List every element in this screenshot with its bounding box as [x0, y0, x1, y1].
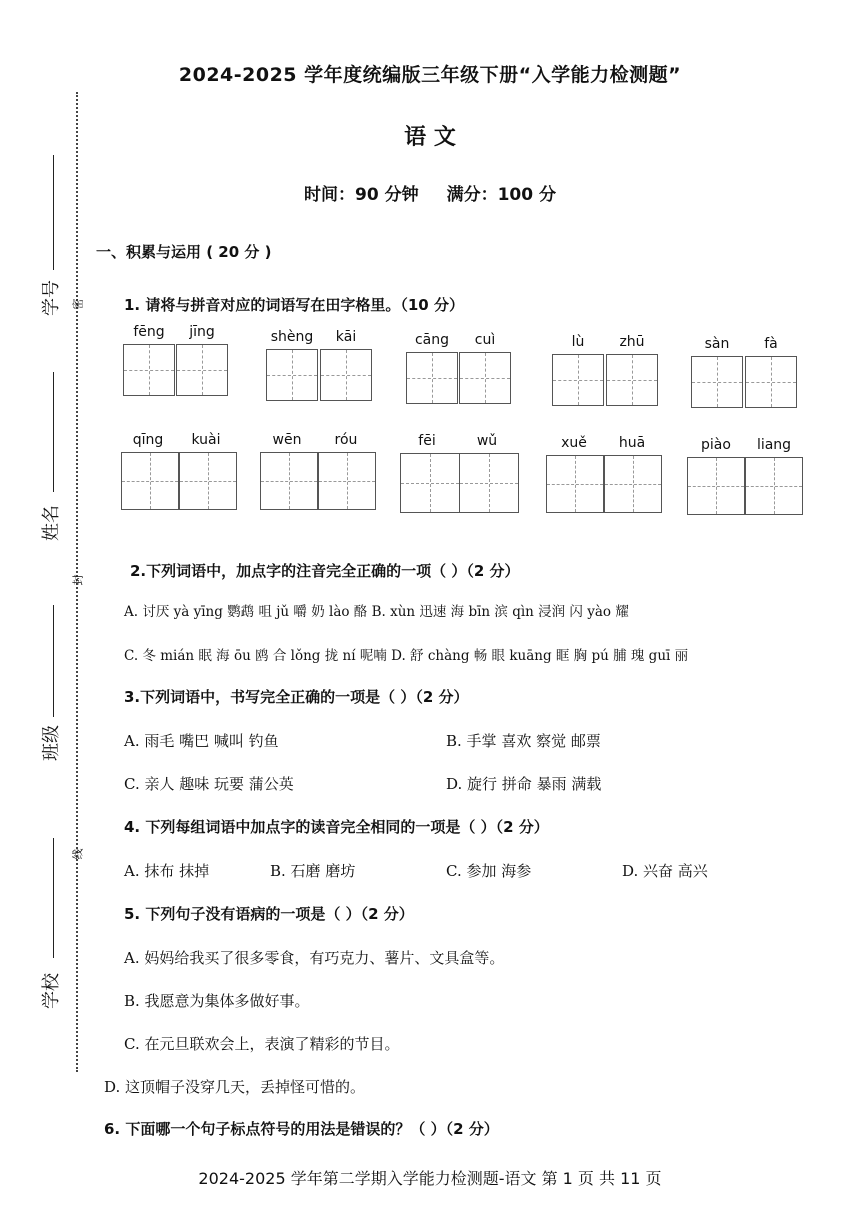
writing-cell[interactable]	[552, 354, 604, 406]
class-label: 班级	[41, 725, 62, 761]
seal-mark-xian: 线	[71, 848, 85, 860]
pinyin-label: jīng	[189, 324, 215, 340]
q4-prompt: 4. 下列每组词语中加点字的读音完全相同的一项是（ ）（2 分）	[124, 818, 549, 836]
pinyin-label: fēng	[133, 324, 165, 340]
writing-cell[interactable]	[691, 356, 743, 408]
writing-cell[interactable]	[745, 356, 797, 408]
subject-title: 语 文	[404, 125, 456, 150]
exam-title: 2024-2025 学年度统编版三年级下册“入学能力检测题”	[178, 64, 682, 86]
q2-options-ab: A. 讨厌 yà yīng 鹦鹉 咀 jǔ 嚼 奶 lào 酪 B. xùn 迅速 海 bīn 滨 qìn 浸润 闪 yào 耀	[124, 604, 629, 620]
q4-option-c: C. 参加 海参	[446, 862, 532, 880]
q3-option-b: B. 手掌 喜欢 察觉 邮票	[446, 732, 601, 750]
class-line	[53, 605, 54, 717]
pinyin-label: shèng	[270, 329, 314, 345]
school-label: 学校	[41, 973, 62, 1009]
pinyin-label: piào	[701, 437, 731, 453]
writing-cell[interactable]	[266, 349, 318, 401]
student-id-line	[53, 155, 54, 270]
q5-prompt: 5. 下列句子没有语病的一项是（ ）（2 分）	[124, 905, 414, 923]
pinyin-label: xuě	[561, 435, 587, 451]
writing-cell[interactable]	[260, 452, 318, 510]
pinyin-label: kuài	[191, 432, 221, 448]
pinyin-label: kāi	[335, 329, 357, 345]
pinyin-label: lù	[571, 334, 585, 350]
writing-cell[interactable]	[546, 455, 604, 513]
pinyin-label: cāng	[414, 332, 450, 348]
writing-cell[interactable]	[745, 457, 803, 515]
section-heading: 一、积累与运用 ( 20 分 )	[96, 243, 272, 261]
q5-option-d: D. 这顶帽子没穿几天，丢掉怪可惜的。	[104, 1078, 366, 1096]
name-line	[53, 372, 54, 492]
writing-cell[interactable]	[400, 453, 460, 513]
score-info: 满分：100 分	[446, 185, 556, 205]
pinyin-label: róu	[334, 432, 358, 448]
q6-prompt: 6. 下面哪一个句子标点符号的用法是错误的？（ ）（2 分）	[104, 1120, 499, 1138]
q3-prompt: 3.下列词语中，书写完全正确的一项是（ ）（2 分）	[124, 688, 469, 706]
time-info: 时间：90 分钟	[304, 185, 419, 205]
writing-cell[interactable]	[318, 452, 376, 510]
seal-mark-feng: 封	[71, 574, 85, 586]
school-line	[53, 838, 54, 958]
pinyin-label: wēn	[272, 432, 302, 448]
writing-cell[interactable]	[176, 344, 228, 396]
q4-option-b: B. 石磨 磨坊	[270, 862, 356, 880]
pinyin-label: sàn	[704, 336, 730, 352]
exam-meta	[0, 180, 860, 205]
writing-cell[interactable]	[320, 349, 372, 401]
q4-option-d: D. 兴奋 高兴	[622, 862, 708, 880]
writing-cell[interactable]	[121, 452, 179, 510]
q5-option-b: B. 我愿意为集体多做好事。	[124, 992, 310, 1010]
writing-cell[interactable]	[604, 455, 662, 513]
q2-prompt: 2.下列词语中，加点字的注音完全正确的一项（ ）（2 分）	[130, 562, 520, 580]
q3-option-d: D. 旋行 拼命 暴雨 满载	[446, 775, 602, 793]
seal-mark-mi: 密	[71, 298, 85, 310]
q3-option-c: C. 亲人 趣味 玩要 蒲公英	[124, 775, 294, 793]
pinyin-label: zhū	[619, 334, 645, 350]
writing-cell[interactable]	[459, 352, 511, 404]
writing-cell[interactable]	[606, 354, 658, 406]
pinyin-label: liang	[756, 437, 792, 453]
pinyin-label: fà	[764, 336, 778, 352]
name-label: 姓名	[41, 505, 62, 541]
pinyin-label: huā	[618, 435, 646, 451]
pinyin-label: wǔ	[476, 433, 498, 449]
q3-option-a: A. 雨毛 嘴巴 喊叫 钓鱼	[124, 732, 279, 750]
page-footer: 2024-2025 学年第二学期入学能力检测题-语文 第 1 页 共 11 页	[198, 1169, 662, 1188]
writing-cell[interactable]	[459, 453, 519, 513]
writing-cell[interactable]	[406, 352, 458, 404]
q5-option-c: C. 在元旦联欢会上，表演了精彩的节目。	[124, 1035, 400, 1053]
pinyin-label: cuì	[474, 332, 496, 348]
writing-cell[interactable]	[123, 344, 175, 396]
writing-cell[interactable]	[179, 452, 237, 510]
student-id-label: 学号	[41, 280, 62, 316]
q5-option-a: A. 妈妈给我买了很多零食，有巧克力、薯片、文具盒等。	[124, 949, 505, 967]
q1-prompt: 1. 请将与拼音对应的词语写在田字格里。（10 分）	[124, 296, 464, 314]
pinyin-label: qīng	[132, 432, 164, 448]
pinyin-label: fēi	[418, 433, 436, 449]
q4-option-a: A. 抹布 抹掉	[124, 862, 210, 880]
writing-cell[interactable]	[687, 457, 745, 515]
q2-options-cd: C. 冬 mián 眠 海 ōu 鸥 合 lǒng 拢 ní 呢喃 D. 舒 chàng 畅 眼 kuāng 眶 胸 pú 脯 瑰 guī 丽	[124, 648, 689, 664]
